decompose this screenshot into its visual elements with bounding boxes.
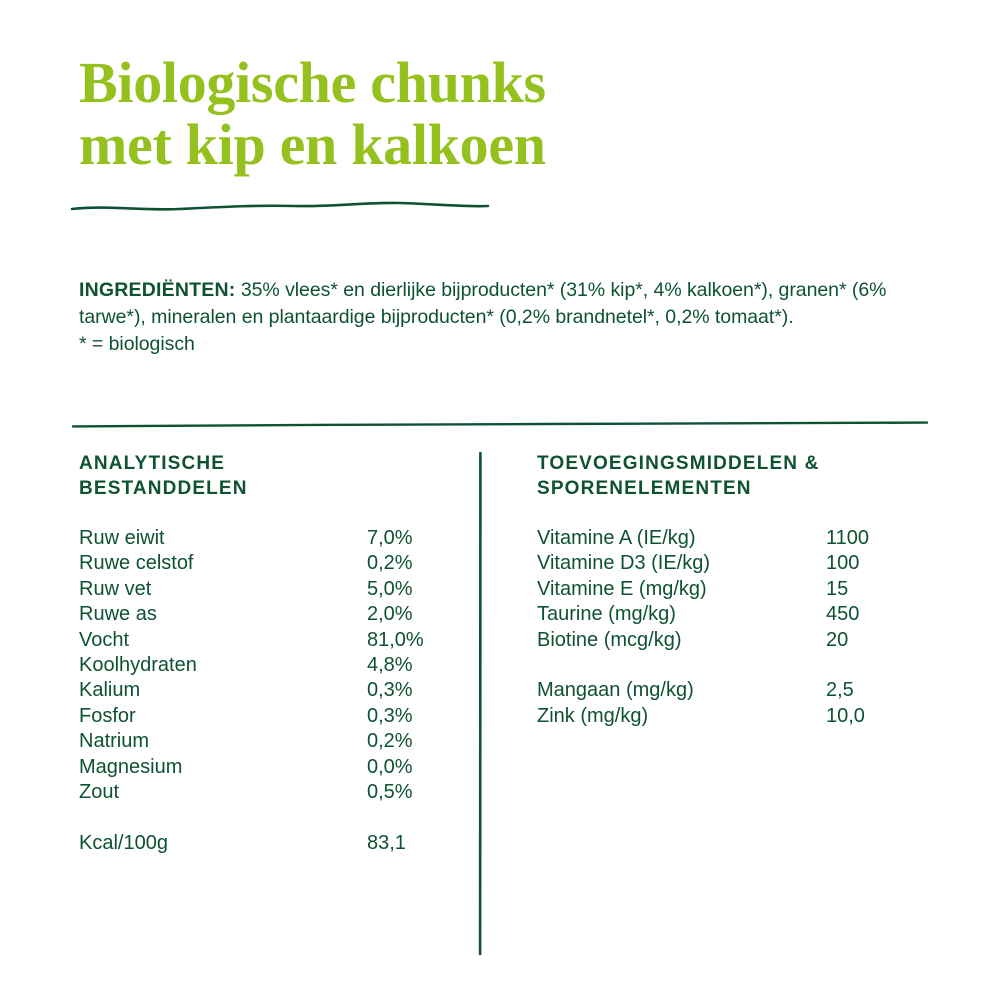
page-title-line-2: met kip en kalkoen <box>79 112 546 177</box>
row-value: 5,0% <box>367 577 413 600</box>
table-row <box>537 602 887 627</box>
row-value: 100 <box>826 552 860 575</box>
table-row <box>79 577 429 602</box>
row-label: Koolhydraten <box>79 654 197 677</box>
row-label: Ruwe celstof <box>79 552 194 575</box>
row-label: Ruw eiwit <box>79 527 165 549</box>
additives-rows <box>537 526 887 729</box>
page-title <box>79 52 919 176</box>
row-label: Biotine (mcg/kg) <box>537 628 682 651</box>
row-value: 83,1 <box>367 831 406 854</box>
row-label: Ruwe as <box>79 603 157 626</box>
row-label: Vitamine A (IE/kg) <box>537 527 696 549</box>
row-value: 0,3% <box>367 704 413 727</box>
ingredients-label: INGREDIËNTEN: <box>79 279 236 301</box>
table-row <box>79 602 429 627</box>
table-row <box>537 577 887 602</box>
row-value: 450 <box>826 603 860 626</box>
page-title-line-1: Biologische chunks <box>79 50 546 115</box>
row-label: Kalium <box>79 679 141 702</box>
row-value: 0,2% <box>367 552 413 575</box>
row-label: Kcal/100g <box>79 831 168 854</box>
table-row <box>79 831 429 856</box>
table-row <box>79 678 429 703</box>
vertical-rule <box>474 452 486 955</box>
row-label: Magnesium <box>79 755 183 778</box>
table-row <box>79 551 429 576</box>
row-label: Zout <box>79 781 120 804</box>
ingredients-paragraph <box>79 277 929 358</box>
row-label: Vocht <box>79 628 130 651</box>
table-row <box>79 729 429 754</box>
table-row <box>79 755 429 780</box>
row-value: 1100 <box>826 527 870 549</box>
row-value: 2,0% <box>367 603 413 626</box>
analytical-constituents-header <box>79 452 429 501</box>
row-label: Mangaan (mg/kg) <box>537 679 694 702</box>
row-value: 0,5% <box>367 781 413 804</box>
table-row <box>537 678 887 703</box>
table-row <box>537 551 887 576</box>
analytical-constituents-rows <box>79 526 429 856</box>
row-value: 81,0% <box>367 628 424 651</box>
row-value: 0,3% <box>367 679 413 702</box>
table-row <box>537 628 887 653</box>
horizontal-rule <box>72 421 928 429</box>
row-value: 15 <box>826 577 849 600</box>
table-row <box>79 526 429 551</box>
row-label: Zink (mg/kg) <box>537 704 649 727</box>
additives-column <box>537 452 887 729</box>
ingredients-footnote: * = biologisch <box>79 333 195 355</box>
additives-header-line-1: TOEVOEGINGSMIDDELEN & <box>537 453 820 474</box>
row-value: 0,0% <box>367 755 413 778</box>
row-spacer <box>79 805 429 830</box>
analytical-constituents-header-line-1: ANALYTISCHE <box>79 453 226 474</box>
analytical-constituents-header-line-2: BESTANDDELEN <box>79 477 248 499</box>
row-value: 20 <box>826 628 849 651</box>
row-value: 0,2% <box>367 730 413 753</box>
table-row <box>79 704 429 729</box>
additives-header-line-2: SPORENELEMENTEN <box>537 477 752 499</box>
table-row <box>79 628 429 653</box>
table-row <box>537 704 887 729</box>
row-value: 7,0% <box>367 527 413 549</box>
row-label: Vitamine E (mg/kg) <box>537 577 707 600</box>
row-value: 10,0 <box>826 704 865 727</box>
table-row <box>79 780 429 805</box>
table-row <box>79 653 429 678</box>
ingredients-body: 35% vlees* en dierlijke bijproducten* (31% kip*, 4% kalkoen*), granen* (6% tarwe*), mineralen en plantaardige bijproducten* (0,2% brandnetel*, 0,2% tomaat*). <box>79 279 887 328</box>
row-value: 4,8% <box>367 654 413 677</box>
row-value: 2,5 <box>826 679 854 702</box>
row-label: Natrium <box>79 730 150 753</box>
row-spacer <box>537 653 887 678</box>
row-label: Vitamine D3 (IE/kg) <box>537 552 711 575</box>
additives-header <box>537 452 887 501</box>
table-row <box>537 526 887 551</box>
row-label: Fosfor <box>79 704 136 727</box>
wavy-divider <box>70 200 490 214</box>
analytical-constituents-column <box>79 452 429 856</box>
row-label: Taurine (mg/kg) <box>537 603 676 626</box>
row-label: Ruw vet <box>79 577 152 600</box>
